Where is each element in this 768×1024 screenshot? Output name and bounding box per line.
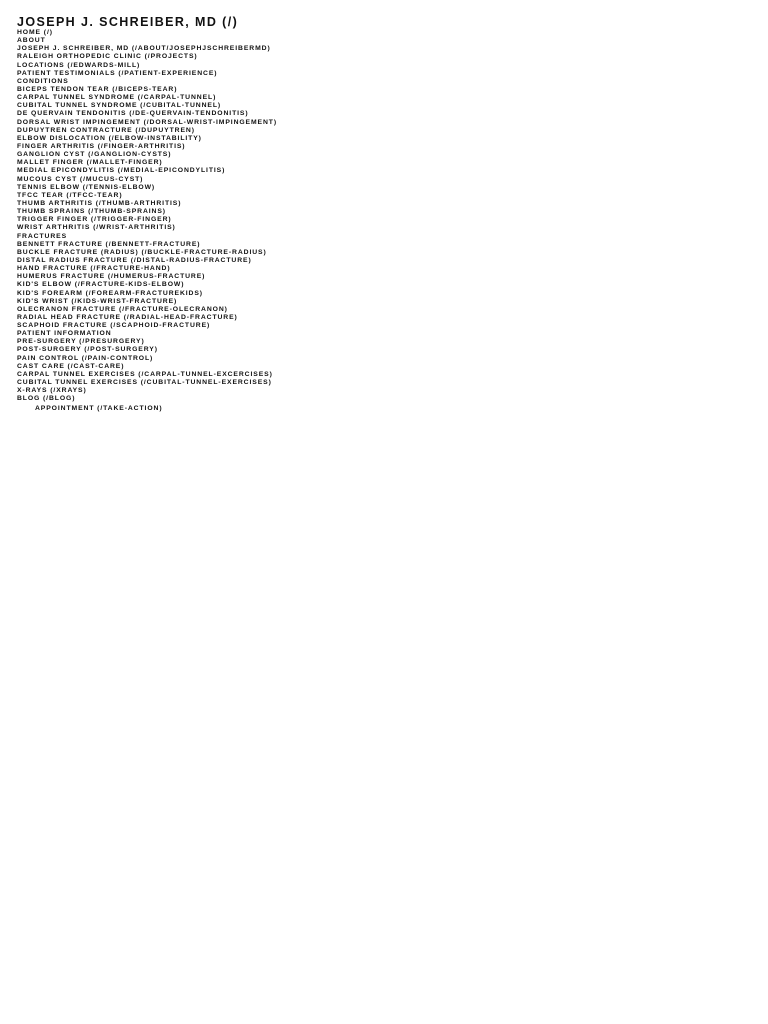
nav-heading-about: ABOUT (17, 37, 46, 45)
nav-link-pre-surgery[interactable]: PRE-SURGERY (/PRESURGERY) (17, 338, 145, 346)
nav-link-thumb-sprains[interactable]: THUMB SPRAINS (/THUMB-SPRAINS) (17, 208, 166, 216)
nav-link-carpal-tunnel-syndrome[interactable]: CARPAL TUNNEL SYNDROME (/CARPAL-TUNNEL) (17, 94, 217, 102)
nav-link-de-quervain-tendonitis[interactable]: DE QUERVAIN TENDONITIS (/DE-QUERVAIN-TENDONITIS) (17, 110, 249, 118)
nav-link-humerus-fracture[interactable]: HUMERUS FRACTURE (/HUMERUS-FRACTURE) (17, 273, 206, 281)
nav-link-distal-radius-fracture[interactable]: DISTAL RADIUS FRACTURE (/DISTAL-RADIUS-FRACTURE) (17, 256, 252, 264)
nav-heading-fractures: FRACTURES (17, 232, 68, 240)
nav-link-joseph-j-schreiber-md[interactable]: JOSEPH J. SCHREIBER, MD (/ABOUT/JOSEPHJSCHREIBERMD) (17, 45, 271, 53)
nav-link-thumb-arthritis[interactable]: THUMB ARTHRITIS (/THUMB-ARTHRITIS) (17, 199, 182, 207)
nav-heading-patient-information: PATIENT INFORMATION (17, 330, 112, 338)
nav-link-dupuytren-contracture[interactable]: DUPUYTREN CONTRACTURE (/DUPUYTREN) (17, 126, 195, 134)
nav-link-hand-fracture[interactable]: HAND FRACTURE (/FRACTURE-HAND) (17, 265, 171, 273)
nav-link-locations[interactable]: LOCATIONS (/EDWARDS-MILL) (17, 61, 141, 69)
nav-link-raleigh-orthopedic-clinic[interactable]: RALEIGH ORTHOPEDIC CLINIC (/PROJECTS) (17, 53, 198, 61)
nav-link-olecranon-fracture[interactable]: OLECRANON FRACTURE (/FRACTURE-OLECRANON) (17, 305, 228, 313)
nav-link-ganglion-cyst[interactable]: GANGLION CYST (/GANGLION-CYSTS) (17, 151, 172, 159)
nav-link-mallet-finger[interactable]: MALLET FINGER (/MALLET-FINGER) (17, 159, 163, 167)
nav-link-blog[interactable]: BLOG (/BLOG) (17, 395, 76, 403)
nav-heading-conditions: CONDITIONS (17, 77, 69, 85)
nav-link-post-surgery[interactable]: POST-SURGERY (/POST-SURGERY) (17, 346, 158, 354)
appointment-link[interactable]: APPOINTMENT (/TAKE-ACTION) (35, 405, 163, 412)
nav-link-tfcc-tear[interactable]: TFCC TEAR (/TFCC-TEAR) (17, 191, 123, 199)
nav-link-bennett-fracture[interactable]: BENNETT FRACTURE (/BENNETT-FRACTURE) (17, 240, 201, 248)
nav-link-kid-s-forearm[interactable]: KID'S FOREARM (/FOREARM-FRACTUREKIDS) (17, 289, 203, 297)
nav-link-mucous-cyst[interactable]: MUCOUS CYST (/MUCUS-CYST) (17, 175, 144, 183)
nav-link-biceps-tendon-tear[interactable]: BICEPS TENDON TEAR (/BICEPS-TEAR) (17, 85, 178, 93)
nav-link-wrist-arthritis[interactable]: WRIST ARTHRITIS (/WRIST-ARTHRITIS) (17, 224, 176, 232)
nav-link-tennis-elbow[interactable]: TENNIS ELBOW (/TENNIS-ELBOW) (17, 183, 156, 191)
nav-link-carpal-tunnel-exercises[interactable]: CARPAL TUNNEL EXERCISES (/CARPAL-TUNNEL-EXCERCISES) (17, 370, 273, 378)
nav-link-buckle-fracture[interactable]: BUCKLE FRACTURE (RADIUS) (/BUCKLE-FRACTURE-RADIUS) (17, 248, 267, 256)
nav-link-kid-s-elbow[interactable]: KID'S ELBOW (/FRACTURE-KIDS-ELBOW) (17, 281, 185, 289)
nav-link-finger-arthritis[interactable]: FINGER ARTHRITIS (/FINGER-ARTHRITIS) (17, 142, 186, 150)
site-title-link[interactable]: JOSEPH J. SCHREIBER, MD (/) (17, 15, 239, 29)
nav-link-radial-head-fracture[interactable]: RADIAL HEAD FRACTURE (/RADIAL-HEAD-FRACTURE) (17, 313, 238, 321)
nav-link-x-rays[interactable]: X-RAYS (/XRAYS) (17, 387, 87, 395)
nav-link-scaphoid-fracture[interactable]: SCAPHOID FRACTURE (/SCAPHOID-FRACTURE) (17, 322, 211, 330)
nav-link-dorsal-wrist-impingement[interactable]: DORSAL WRIST IMPINGEMENT (/DORSAL-WRIST-IMPINGEMENT) (17, 118, 278, 126)
nav-link-kid-s-wrist[interactable]: KID'S WRIST (/KIDS-WRIST-FRACTURE) (17, 297, 178, 305)
nav-link-pain-control[interactable]: PAIN CONTROL (/PAIN-CONTROL) (17, 354, 154, 362)
nav-link-home[interactable]: HOME (/) (17, 29, 53, 36)
nav-link-cast-care[interactable]: CAST CARE (/CAST-CARE) (17, 362, 125, 370)
nav-link-trigger-finger[interactable]: TRIGGER FINGER (/TRIGGER-FINGER) (17, 216, 172, 224)
nav-link-patient-testimonials[interactable]: PATIENT TESTIMONIALS (/PATIENT-EXPERIENCE) (17, 69, 218, 77)
nav-link-cubital-tunnel-syndrome[interactable]: CUBITAL TUNNEL SYNDROME (/CUBITAL-TUNNEL) (17, 102, 222, 110)
nav-link-cubital-tunnel-exercises[interactable]: CUBITAL TUNNEL EXERCISES (/CUBITAL-TUNNEL-EXERCISES) (17, 379, 272, 387)
nav-link-elbow-dislocation[interactable]: ELBOW DISLOCATION (/ELBOW-INSTABILITY) (17, 134, 202, 142)
nav-link-medial-epicondylitis[interactable]: MEDIAL EPICONDYLITIS (/MEDIAL-EPICONDYLITIS) (17, 167, 226, 175)
main-navigation (17, 29, 277, 403)
